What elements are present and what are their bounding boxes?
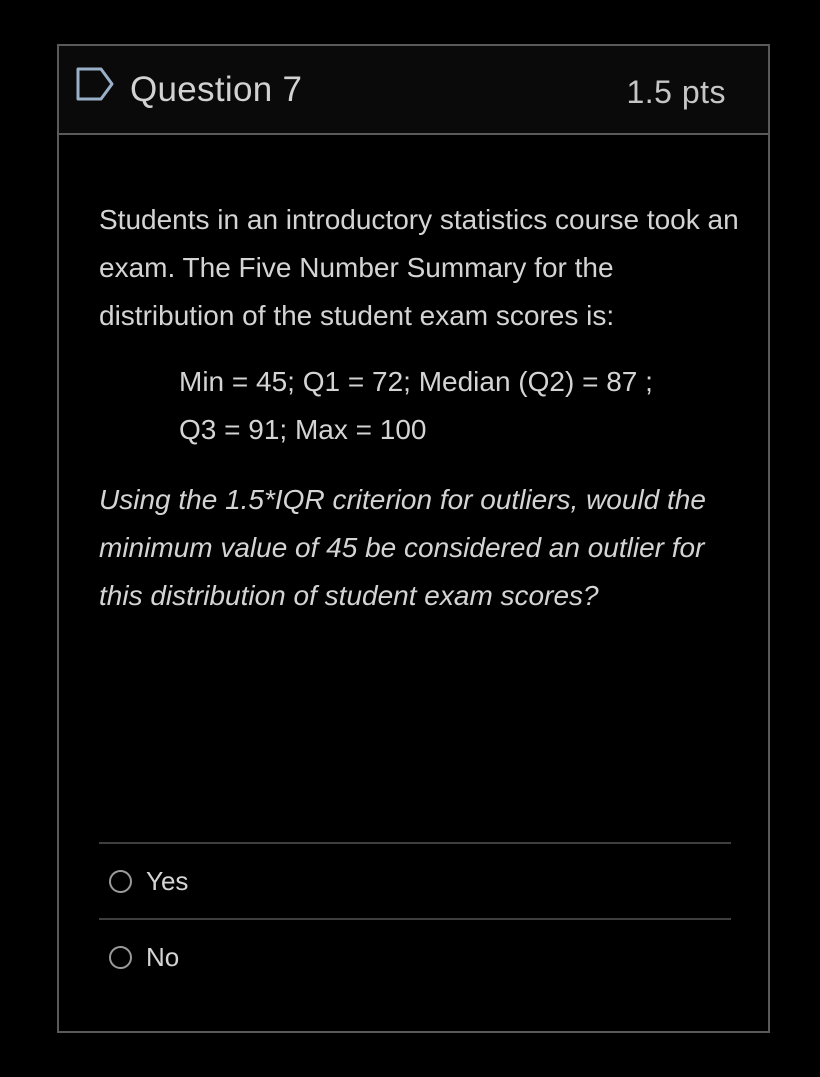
summary-line-1: Min = 45; Q1 = 72; Median (Q2) = 87 ; bbox=[179, 366, 653, 397]
five-number-summary bbox=[179, 358, 739, 454]
answer-option-yes[interactable] bbox=[99, 842, 731, 918]
radio-button-yes[interactable] bbox=[109, 870, 132, 893]
answer-option-no[interactable] bbox=[99, 918, 731, 994]
question-instruction: Using the 1.5*IQR criterion for outliers, would the minimum value of 45 be considered an outlier for this distribution of student exam scores? bbox=[99, 484, 706, 611]
question-points: 1.5 pts bbox=[626, 74, 726, 110]
summary-line-2: Q3 = 91; Max = 100 bbox=[179, 414, 427, 445]
question-body bbox=[99, 196, 739, 620]
answer-label-yes: Yes bbox=[146, 865, 189, 896]
question-header bbox=[59, 46, 768, 135]
question-card bbox=[57, 44, 770, 1033]
question-prompt: Students in an introductory statistics course took an exam. The Five Number Summary for the distribution of the student exam scores is: bbox=[99, 204, 739, 331]
flag-outline-icon[interactable] bbox=[75, 66, 115, 102]
question-title: Question 7 bbox=[130, 70, 303, 109]
radio-button-no[interactable] bbox=[109, 946, 132, 969]
answer-label-no: No bbox=[146, 941, 180, 972]
answer-list bbox=[99, 842, 731, 994]
